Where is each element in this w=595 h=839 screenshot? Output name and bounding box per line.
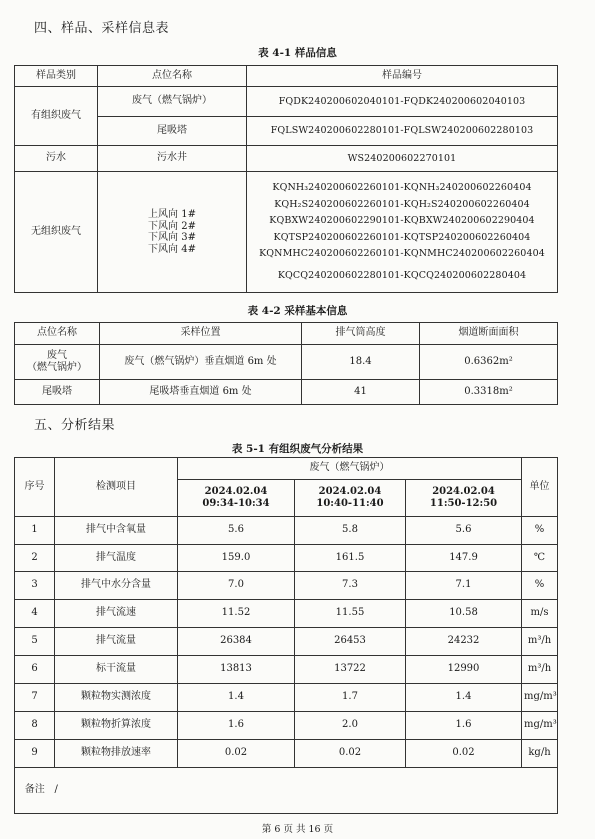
location-cell: 废气（燃气锅炉）垂直烟道 6m 处 (100, 345, 302, 380)
unit-cell: % (522, 572, 558, 600)
section-5-title: 五、分析结果 (34, 418, 116, 433)
value-cell: 24232 (406, 628, 522, 656)
value-cell: 0.02 (406, 740, 522, 768)
seq-cell: 3 (15, 572, 55, 600)
point-name-cell (15, 345, 100, 380)
table-row (15, 380, 558, 405)
point-item: 下风向 4# (148, 243, 196, 255)
item-cell: 颗粒物实测浓度 (55, 684, 178, 712)
point-cell: 废气（燃气锅炉） (98, 87, 247, 117)
item-cell: 颗粒物折算浓度 (55, 712, 178, 740)
header-cell: 采样位置 (100, 323, 302, 345)
time-header-cell (406, 480, 522, 517)
code-cell: FQLSW240200602280101-FQLSW240200602280103 (247, 117, 558, 146)
value-cell: 147.9 (406, 545, 522, 572)
item-cell: 排气中水分含量 (55, 572, 178, 600)
remark-row (15, 768, 558, 814)
unit-cell: ℃ (522, 545, 558, 572)
table-row (15, 87, 558, 117)
seq-cell: 9 (15, 740, 55, 768)
location-cell: 尾吸塔垂直烟道 6m 处 (100, 380, 302, 405)
table-row (15, 712, 558, 740)
value-cell: 12990 (406, 656, 522, 684)
value-cell: 0.02 (295, 740, 406, 768)
time-range: 10:40-11:40 (316, 498, 384, 509)
header-cell: 烟道断面面积 (420, 323, 558, 345)
time-date: 2024.02.04 (432, 485, 495, 497)
value-cell: 159.0 (178, 545, 295, 572)
point-name-line: 废气 (47, 349, 67, 361)
table-row (15, 684, 558, 712)
sample-info-table (14, 65, 558, 293)
seq-cell: 6 (15, 656, 55, 684)
value-cell: 10.58 (406, 600, 522, 628)
unit-cell: % (522, 517, 558, 545)
remark-value: / (55, 768, 558, 814)
table-row (15, 656, 558, 684)
category-cell: 污水 (15, 146, 98, 172)
value-cell: 5.6 (406, 517, 522, 545)
code-item: KQCQ240200602280101-KQCQ240200602280404 (277, 269, 527, 281)
item-cell: 标干流量 (55, 656, 178, 684)
value-cell: 26384 (178, 628, 295, 656)
value-cell: 2.0 (295, 712, 406, 740)
point-item: 下风向 3# (148, 232, 196, 243)
value-cell: 161.5 (295, 545, 406, 572)
table-row (15, 172, 558, 293)
unit-cell: mg/m³ (522, 712, 558, 740)
seq-cell: 2 (15, 545, 55, 572)
table-5-1-caption: 表 5-1 有组织废气分析结果 (231, 443, 364, 455)
table-header-row (15, 458, 558, 480)
point-cell: 污水井 (98, 146, 247, 172)
table-4-1-caption: 表 4-1 样品信息 (258, 47, 337, 59)
table-row (15, 146, 558, 172)
unit-cell: mg/m³ (522, 684, 558, 712)
point-name-cell: 尾吸塔 (15, 380, 100, 405)
analysis-results-table (14, 457, 558, 814)
section-4-title: 四、样品、采样信息表 (34, 21, 170, 36)
seq-cell: 8 (15, 712, 55, 740)
value-cell: 1.6 (406, 712, 522, 740)
height-cell: 18.4 (302, 345, 420, 380)
unit-header: 单位 (522, 458, 558, 517)
unit-cell: kg/h (522, 740, 558, 768)
code-list-cell (247, 172, 558, 293)
unit-cell: m³/h (522, 656, 558, 684)
group-header: 废气（燃气锅炉） (178, 458, 522, 480)
time-header-cell (295, 480, 406, 517)
area-cell: 0.3318m² (420, 380, 558, 405)
remark-label: 备注 (15, 768, 55, 814)
value-cell: 11.55 (295, 600, 406, 628)
time-range: 09:34-10:34 (202, 498, 270, 509)
value-cell: 7.1 (406, 572, 522, 600)
sampling-info-table (14, 322, 558, 405)
item-cell: 排气流量 (55, 628, 178, 656)
value-cell: 5.6 (178, 517, 295, 545)
code-item: KQNMHC240200602260101-KQNMHC240200602260404 (259, 248, 545, 259)
area-cell: 0.6362m² (420, 345, 558, 380)
point-list-cell (98, 172, 247, 293)
height-cell: 41 (302, 380, 420, 405)
value-cell: 1.4 (406, 684, 522, 712)
seq-cell: 4 (15, 600, 55, 628)
table-header-row (15, 323, 558, 345)
seq-header: 序号 (15, 458, 55, 517)
header-cell: 点位名称 (15, 323, 100, 345)
item-cell: 排气流速 (55, 600, 178, 628)
value-cell: 0.02 (178, 740, 295, 768)
code-cell: WS240200602270101 (247, 146, 558, 172)
time-date: 2024.02.04 (204, 485, 268, 497)
unit-cell: m/s (522, 600, 558, 628)
item-cell: 排气温度 (55, 545, 178, 572)
value-cell: 5.8 (295, 517, 406, 545)
code-item: KQH₂S240200602260101-KQH₂S240200602260404 (274, 198, 530, 210)
seq-cell: 7 (15, 684, 55, 712)
time-date: 2024.02.04 (318, 485, 382, 497)
table-row (15, 740, 558, 768)
category-cell: 有组织废气 (15, 87, 98, 146)
header-cell: 样品编号 (247, 66, 558, 87)
table-row (15, 345, 558, 380)
item-cell: 颗粒物排放速率 (55, 740, 178, 768)
table-row (15, 545, 558, 572)
point-item: 上风向 1# (148, 209, 196, 220)
table-row (15, 517, 558, 545)
table-header-row (15, 66, 558, 87)
header-cell: 样品类别 (15, 66, 98, 87)
page-footer: 第 6 页 共 16 页 (261, 824, 334, 835)
code-item: KQNH₃240200602260101-KQNH₃240200602260404 (272, 182, 532, 193)
seq-cell: 1 (15, 517, 55, 545)
value-cell: 1.6 (178, 712, 295, 740)
code-item: KQTSP240200602260101-KQTSP240200602260404 (273, 231, 531, 243)
header-cell: 点位名称 (98, 66, 247, 87)
value-cell: 13813 (178, 656, 295, 684)
time-range: 11:50-12:50 (429, 498, 498, 509)
code-cell: FQDK240200602040101-FQDK240200602040103 (247, 87, 558, 117)
table-row (15, 600, 558, 628)
item-cell: 排气中含氧量 (55, 517, 178, 545)
table-4-2-caption: 表 4-2 采样基本信息 (247, 305, 348, 317)
seq-cell: 5 (15, 628, 55, 656)
value-cell: 7.0 (178, 572, 295, 600)
value-cell: 13722 (295, 656, 406, 684)
table-row (15, 572, 558, 600)
value-cell: 26453 (295, 628, 406, 656)
value-cell: 11.52 (178, 600, 295, 628)
time-header-cell (178, 480, 295, 517)
point-item: 下风向 2# (148, 220, 196, 232)
point-name-line: （燃气锅炉） (27, 362, 87, 373)
item-header: 检测项目 (55, 458, 178, 517)
value-cell: 1.4 (178, 684, 295, 712)
code-item: KQBXW240200602290101-KQBXW240200602290404 (269, 215, 535, 226)
point-cell: 尾吸塔 (98, 117, 247, 146)
unit-cell: m³/h (522, 628, 558, 656)
table-row (15, 628, 558, 656)
value-cell: 1.7 (295, 684, 406, 712)
category-cell: 无组织废气 (15, 172, 98, 293)
value-cell: 7.3 (295, 572, 406, 600)
header-cell: 排气筒高度 (302, 323, 420, 345)
